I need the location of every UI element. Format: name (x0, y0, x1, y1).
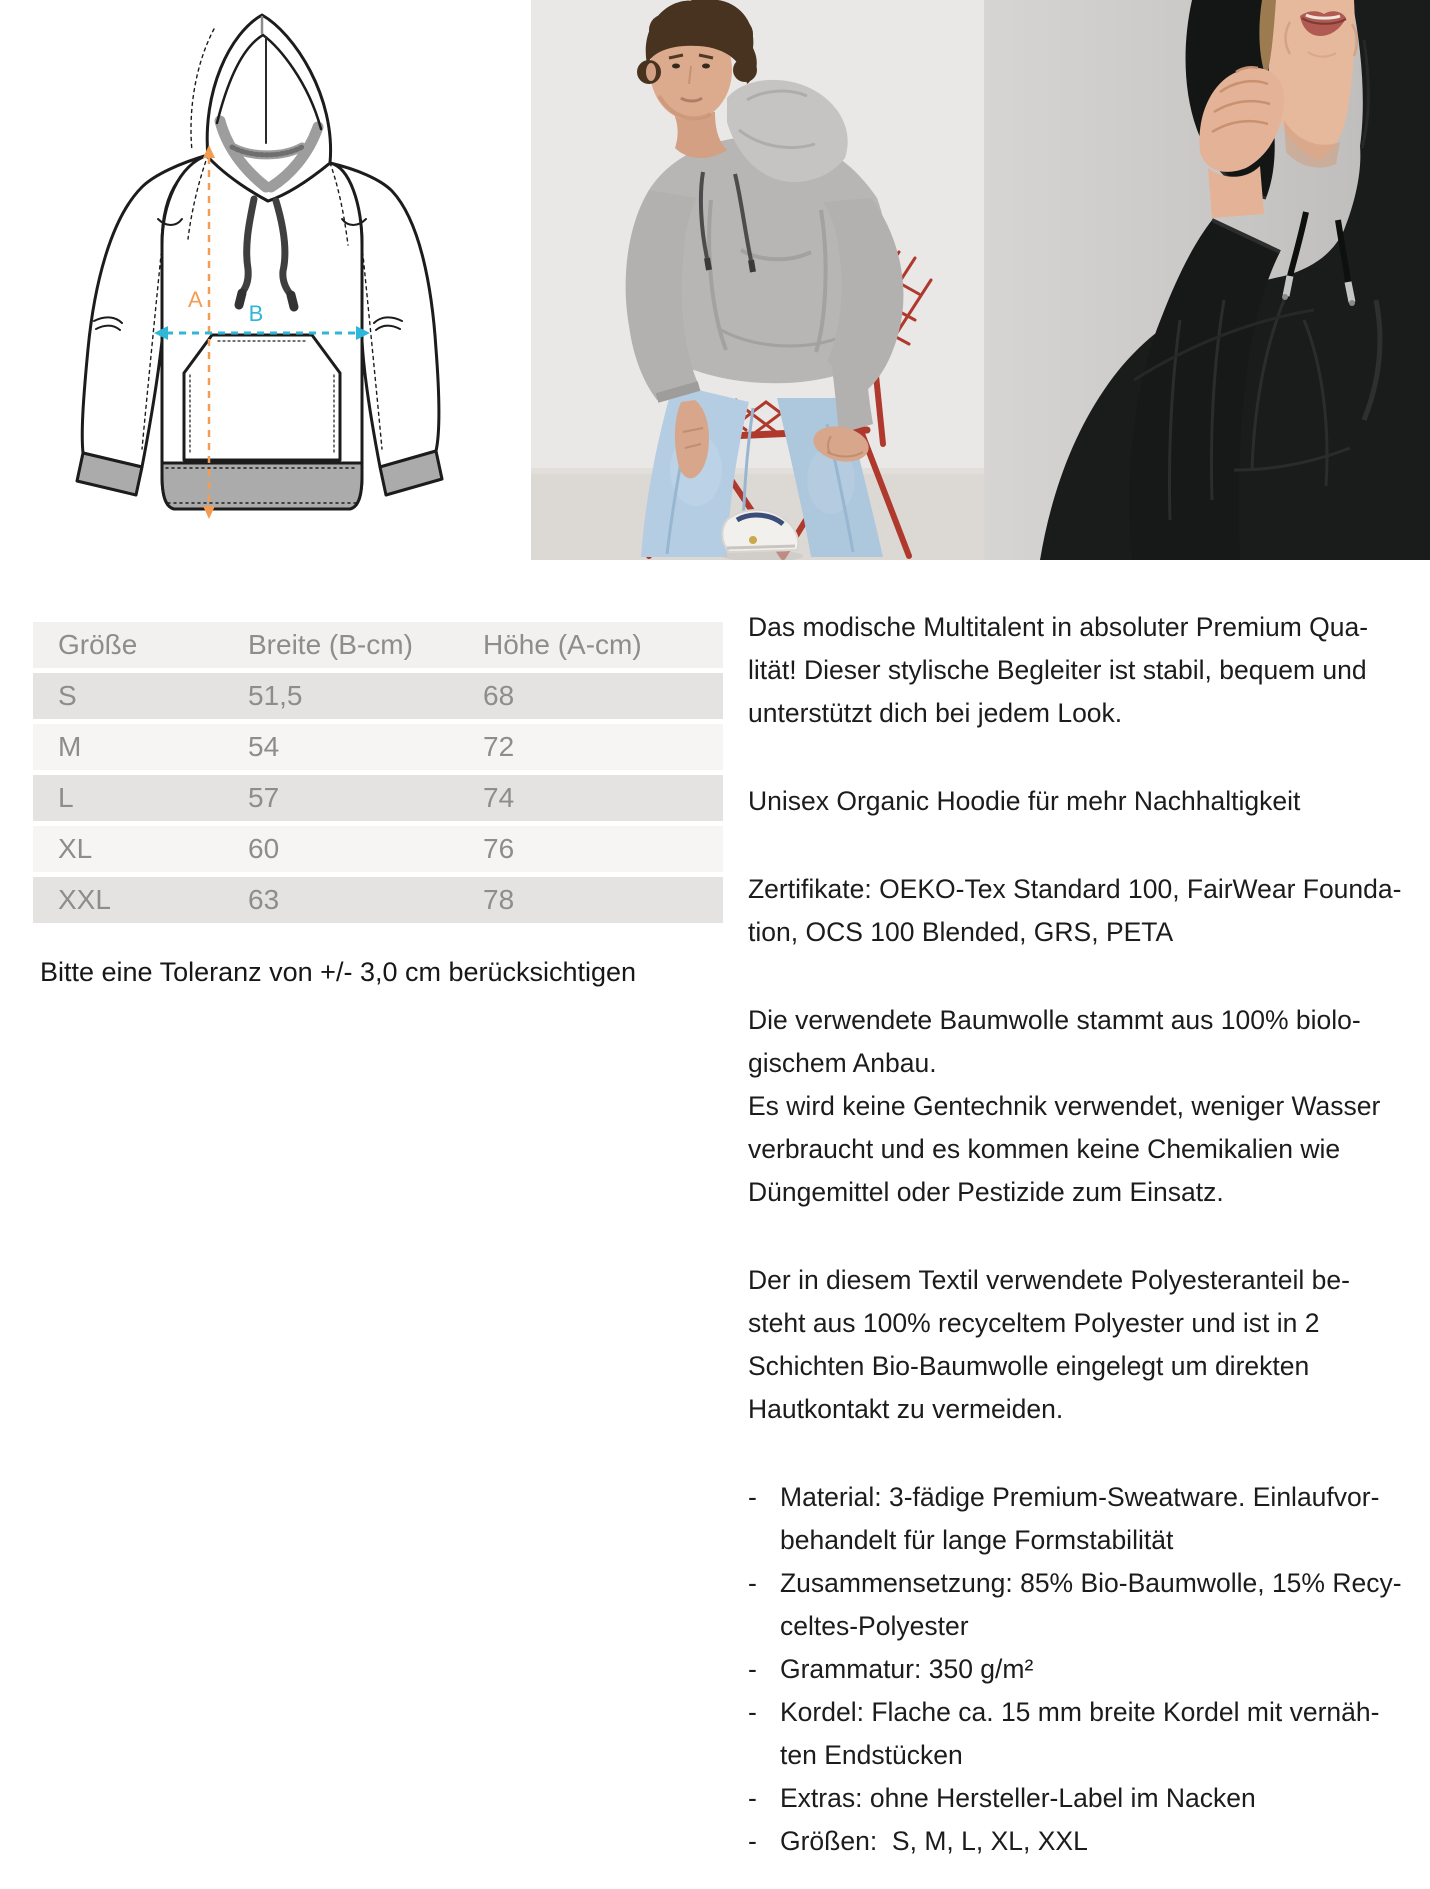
text-line: Material: 3-fädige Premium-Sweatware. Einlaufvor- (780, 1482, 1380, 1512)
bullet-item-groessen (748, 1820, 1426, 1863)
column-header-width: Breite (B-cm) (223, 622, 458, 671)
bullet-marker: - (748, 1482, 757, 1512)
description-paragraph (748, 1259, 1426, 1431)
text-line: lität! Dieser stylische Begleiter ist stabil, bequem und (748, 655, 1367, 685)
bullet-marker: - (748, 1568, 757, 1598)
size-chart-table (33, 622, 723, 928)
table-cell: XL (33, 824, 223, 875)
text-line: Größen: S, M, L, XL, XXL (780, 1826, 1088, 1856)
text-line: Extras: ohne Hersteller-Label im Nacken (780, 1783, 1256, 1813)
hoodie-measurement-diagram (50, 5, 446, 535)
text-line: steht aus 100% recyceltem Polyester und ist in 2 (748, 1308, 1320, 1338)
bullet-marker: - (748, 1697, 757, 1727)
bullet-marker: - (748, 1783, 757, 1813)
product-photo-male-model (531, 0, 984, 560)
table-cell: S (33, 671, 223, 722)
bullet-item-kordel (748, 1691, 1426, 1777)
table-cell: 72 (458, 722, 723, 773)
table-row (33, 773, 723, 824)
text-line: Kordel: Flache ca. 15 mm breite Kordel mit vernäh- (780, 1697, 1380, 1727)
bullet-marker: - (748, 1826, 757, 1856)
table-cell: XXL (33, 875, 223, 926)
text-line: celtes-Polyester (780, 1611, 969, 1641)
column-header-height: Höhe (A-cm) (458, 622, 723, 671)
bullet-text (780, 1562, 1402, 1648)
text-line: gischem Anbau. (748, 1048, 937, 1078)
bullet-text (780, 1691, 1379, 1777)
product-photo-female-model (984, 0, 1430, 560)
size-chart-body (33, 671, 723, 926)
table-cell: 68 (458, 671, 723, 722)
bullet-item-material (748, 1476, 1426, 1562)
table-cell: M (33, 722, 223, 773)
measure-arrow-a-bottom (203, 506, 215, 519)
text-line: Düngemittel oder Pestizide zum Einsatz. (748, 1177, 1224, 1207)
text-line: behandelt für lange Formstabilität (780, 1525, 1174, 1555)
table-cell: 54 (223, 722, 458, 773)
description-paragraph (748, 868, 1426, 954)
table-cell: 74 (458, 773, 723, 824)
bullet-item-extras (748, 1777, 1426, 1820)
text-line: Es wird keine Gentechnik verwendet, weniger Wasser (748, 1091, 1381, 1121)
table-row (33, 671, 723, 722)
table-cell: L (33, 773, 223, 824)
text-line: ten Endstücken (780, 1740, 963, 1770)
measure-label-b: B (248, 301, 264, 326)
waistband (162, 463, 362, 509)
text-line: Hautkontakt zu vermeiden. (748, 1394, 1064, 1424)
tolerance-note: Bitte eine Toleranz von +/- 3,0 cm berücksichtigen (40, 957, 637, 987)
product-description (748, 606, 1426, 1863)
text-line: unterstützt dich bei jedem Look. (748, 698, 1123, 728)
table-row (33, 722, 723, 773)
bullet-text (780, 1476, 1379, 1562)
table-cell: 63 (223, 875, 458, 926)
text-line: Das modische Multitalent in absoluter Premium Qua- (748, 612, 1369, 642)
description-paragraph (748, 780, 1426, 823)
table-cell: 51,5 (223, 671, 458, 722)
table-cell: 60 (223, 824, 458, 875)
table-cell: 57 (223, 773, 458, 824)
drawstring-left-tip (239, 293, 242, 305)
description-bullet-list (748, 1476, 1426, 1863)
text-line: Der in diesem Textil verwendete Polyesteranteil be- (748, 1265, 1350, 1295)
drawstring-right-tip (291, 295, 294, 307)
bullet-item-grammatur (748, 1648, 1426, 1691)
table-row (33, 824, 723, 875)
bullet-item-zusammensetzung (748, 1562, 1426, 1648)
column-header-size: Größe (33, 622, 223, 671)
description-paragraph (748, 606, 1426, 735)
text-line: tion, OCS 100 Blended, GRS, PETA (748, 917, 1174, 947)
text-line: Schichten Bio-Baumwolle eingelegt um direkten (748, 1351, 1310, 1381)
kangaroo-pocket (184, 335, 340, 460)
size-chart-header-row (33, 622, 723, 671)
bullet-text (780, 1777, 1256, 1820)
hood (207, 15, 330, 201)
text-line: verbraucht und es kommen keine Chemikalien wie (748, 1134, 1341, 1164)
table-row (33, 875, 723, 926)
text-line: Grammatur: 350 g/m² (780, 1654, 1034, 1684)
bullet-text (780, 1820, 1088, 1863)
text-line: Unisex Organic Hoodie für mehr Nachhaltigkeit (748, 786, 1301, 816)
description-paragraph (748, 999, 1426, 1214)
text-line: Die verwendete Baumwolle stammt aus 100% biolo- (748, 1005, 1361, 1035)
text-line: Zusammensetzung: 85% Bio-Baumwolle, 15% Recy- (780, 1568, 1402, 1598)
measure-label-a: A (188, 287, 203, 312)
text-line: Zertifikate: OEKO-Tex Standard 100, FairWear Founda- (748, 874, 1402, 904)
table-cell: 78 (458, 875, 723, 926)
bullet-marker: - (748, 1654, 757, 1684)
bullet-text (780, 1648, 1033, 1691)
table-cell: 76 (458, 824, 723, 875)
